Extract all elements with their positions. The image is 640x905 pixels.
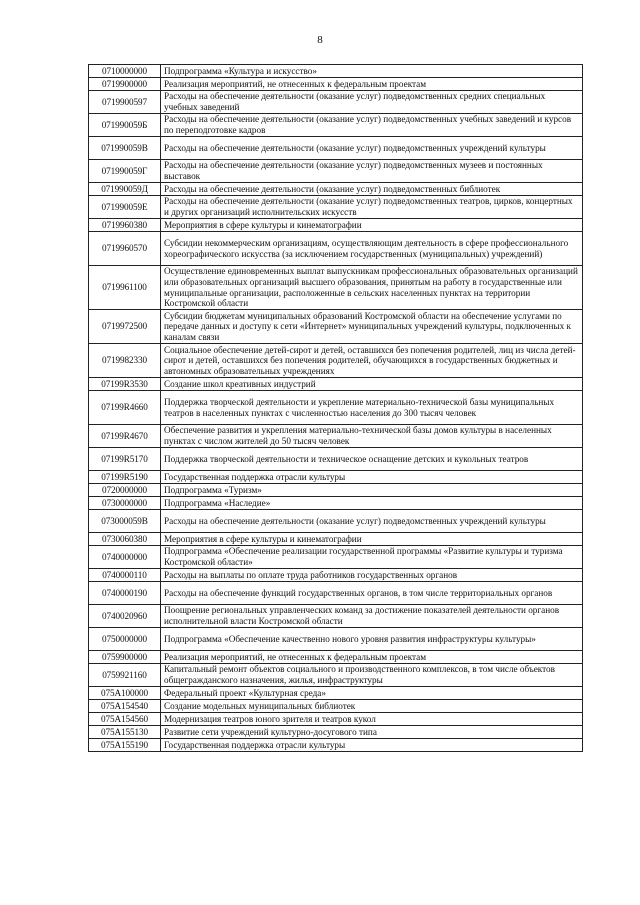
row-description: Обеспечение развития и укрепления материально-технической базы домов культуры в населенных пунктах с числом жителей до 50 тысяч человек — [161, 425, 583, 448]
row-description: Создание школ креативных индустрий — [161, 378, 583, 391]
row-code: 0740000110 — [89, 569, 161, 582]
row-code: 073000059В — [89, 510, 161, 533]
row-code: 0750000000 — [89, 628, 161, 651]
table-row — [89, 219, 583, 232]
row-code: 07199R4670 — [89, 425, 161, 448]
table-row — [89, 78, 583, 91]
row-code: 07199R3530 — [89, 378, 161, 391]
row-description: Субсидии некоммерческим организациям, осуществляющим деятельность в сфере профессионального хореографического искусства (за исключением государственных (муниципальных) учреждений) — [161, 232, 583, 266]
table-row — [89, 160, 583, 183]
row-description: Модернизация театров юного зрителя и театров кукол — [161, 713, 583, 726]
row-code: 075A155190 — [89, 739, 161, 752]
row-description: Поддержка творческой деятельности и укрепление материально-технической базы муниципальных театров в населенных пунктах с численностью населения до 300 тысяч человек — [161, 391, 583, 425]
table-row — [89, 739, 583, 752]
row-description: Подпрограмма «Обеспечение реализации государственной программы «Развитие культуры и туризма Костромской области» — [161, 546, 583, 569]
row-code: 0719960570 — [89, 232, 161, 266]
row-description: Капитальный ремонт объектов социального и производственного комплексов, в том числе объектов общегражданского назначения, жилья, инфраструктуры — [161, 664, 583, 687]
table-row — [89, 533, 583, 546]
row-code: 07199R5190 — [89, 471, 161, 484]
row-description: Подпрограмма «Обеспечение качественно нового уровня развития инфраструктуры культуры» — [161, 628, 583, 651]
row-code: 0719900597 — [89, 91, 161, 114]
table-row — [89, 425, 583, 448]
row-description: Расходы на обеспечение деятельности (оказание услуг) подведомственных театров, цирков, концертных и других организаций исполнительских искусств — [161, 196, 583, 219]
table-row — [89, 546, 583, 569]
row-code: 071990059Д — [89, 183, 161, 196]
row-description: Расходы на обеспечение деятельности (оказание услуг) подведомственных библиотек — [161, 183, 583, 196]
table-row — [89, 569, 583, 582]
table-row — [89, 391, 583, 425]
row-code: 075A155130 — [89, 726, 161, 739]
row-code: 0759900000 — [89, 651, 161, 664]
row-code: 07199R5170 — [89, 448, 161, 471]
table-row — [89, 687, 583, 700]
row-code: 0719900000 — [89, 78, 161, 91]
row-code: 075A154540 — [89, 700, 161, 713]
row-code: 0730060380 — [89, 533, 161, 546]
row-code: 071990059Б — [89, 114, 161, 137]
table-row — [89, 510, 583, 533]
row-description: Подпрограмма «Туризм» — [161, 484, 583, 497]
table-row — [89, 378, 583, 391]
row-description: Реализация мероприятий, не отнесенных к федеральным проектам — [161, 651, 583, 664]
row-description: Расходы на обеспечение деятельности (оказание услуг) подведомственных средних специальных учебных заведений — [161, 91, 583, 114]
row-code: 0719982330 — [89, 344, 161, 378]
row-code: 071990059Е — [89, 196, 161, 219]
table-row — [89, 91, 583, 114]
row-code: 0740000000 — [89, 546, 161, 569]
row-code: 075A154560 — [89, 713, 161, 726]
row-code: 0720000000 — [89, 484, 161, 497]
table-row — [89, 114, 583, 137]
table-row — [89, 713, 583, 726]
row-description: Развитие сети учреждений культурно-досугового типа — [161, 726, 583, 739]
row-description: Субсидии бюджетам муниципальных образований Костромской области на обеспечение услугами по передаче данных и доступу к сети «Интернет» муниципальных учреждений культуры, подключенных к каналам связи — [161, 310, 583, 344]
row-description: Осуществление единовременных выплат выпускникам профессиональных образовательных организаций или образовательных организаций высшего образования, принятым на работу в государственные или муниципальные организации, расположенные в сельских населенных пунктах на территории Костромской области — [161, 266, 583, 310]
row-description: Федеральный проект «Культурная среда» — [161, 687, 583, 700]
row-description: Мероприятия в сфере культуры и кинематографии — [161, 533, 583, 546]
row-code: 0759921160 — [89, 664, 161, 687]
row-code: 075A100000 — [89, 687, 161, 700]
row-code: 0719961100 — [89, 266, 161, 310]
row-code: 0740000190 — [89, 582, 161, 605]
row-code: 071990059Г — [89, 160, 161, 183]
row-code: 0730000000 — [89, 497, 161, 510]
table-row — [89, 196, 583, 219]
table-row — [89, 137, 583, 160]
table-body — [89, 65, 583, 752]
row-description: Подпрограмма «Наследие» — [161, 497, 583, 510]
row-description: Реализация мероприятий, не отнесенных к федеральным проектам — [161, 78, 583, 91]
table-row — [89, 664, 583, 687]
table-row — [89, 344, 583, 378]
table-row — [89, 628, 583, 651]
row-code: 07199R4660 — [89, 391, 161, 425]
row-description: Социальное обеспечение детей-сирот и детей, оставшихся без попечения родителей, лиц из числа детей-сирот и детей, оставшихся без попечения родителей, обучающихся в государственных бюджетных и автономных образовательных учреждениях — [161, 344, 583, 378]
row-code: 0740020960 — [89, 605, 161, 628]
row-description: Мероприятия в сфере культуры и кинематографии — [161, 219, 583, 232]
row-code: 0719972500 — [89, 310, 161, 344]
row-description: Расходы на обеспечение функций государственных органов, в том числе территориальных органов — [161, 582, 583, 605]
table-row — [89, 448, 583, 471]
row-code: 0710000000 — [89, 65, 161, 78]
table-row — [89, 726, 583, 739]
table-row — [89, 266, 583, 310]
table-row — [89, 651, 583, 664]
table-row — [89, 582, 583, 605]
row-description: Создание модельных муниципальных библиотек — [161, 700, 583, 713]
table-row — [89, 471, 583, 484]
table-row — [89, 65, 583, 78]
row-description: Государственная поддержка отрасли культуры — [161, 471, 583, 484]
row-description: Поощрение региональных управленческих команд за достижение показателей деятельности органов исполнительной власти Костромской области — [161, 605, 583, 628]
page-number: 8 — [317, 34, 323, 46]
row-description: Государственная поддержка отрасли культуры — [161, 739, 583, 752]
row-description: Расходы на обеспечение деятельности (оказание услуг) подведомственных учебных заведений и курсов по переподготовке кадров — [161, 114, 583, 137]
row-description: Расходы на выплаты по оплате труда работников государственных органов — [161, 569, 583, 582]
table-row — [89, 183, 583, 196]
table-row — [89, 605, 583, 628]
table-row — [89, 497, 583, 510]
table-row — [89, 232, 583, 266]
row-code: 0719960380 — [89, 219, 161, 232]
row-description: Поддержка творческой деятельности и техническое оснащение детских и кукольных театров — [161, 448, 583, 471]
row-description: Расходы на обеспечение деятельности (оказание услуг) подведомственных учреждений культуры — [161, 510, 583, 533]
table-row — [89, 310, 583, 344]
row-code: 071990059В — [89, 137, 161, 160]
table-row — [89, 484, 583, 497]
row-description: Расходы на обеспечение деятельности (оказание услуг) подведомственных учреждений культуры — [161, 137, 583, 160]
row-description: Подпрограмма «Культура и искусство» — [161, 65, 583, 78]
row-description: Расходы на обеспечение деятельности (оказание услуг) подведомственных музеев и постоянных выставок — [161, 160, 583, 183]
budget-code-table — [88, 64, 583, 752]
table-row — [89, 700, 583, 713]
